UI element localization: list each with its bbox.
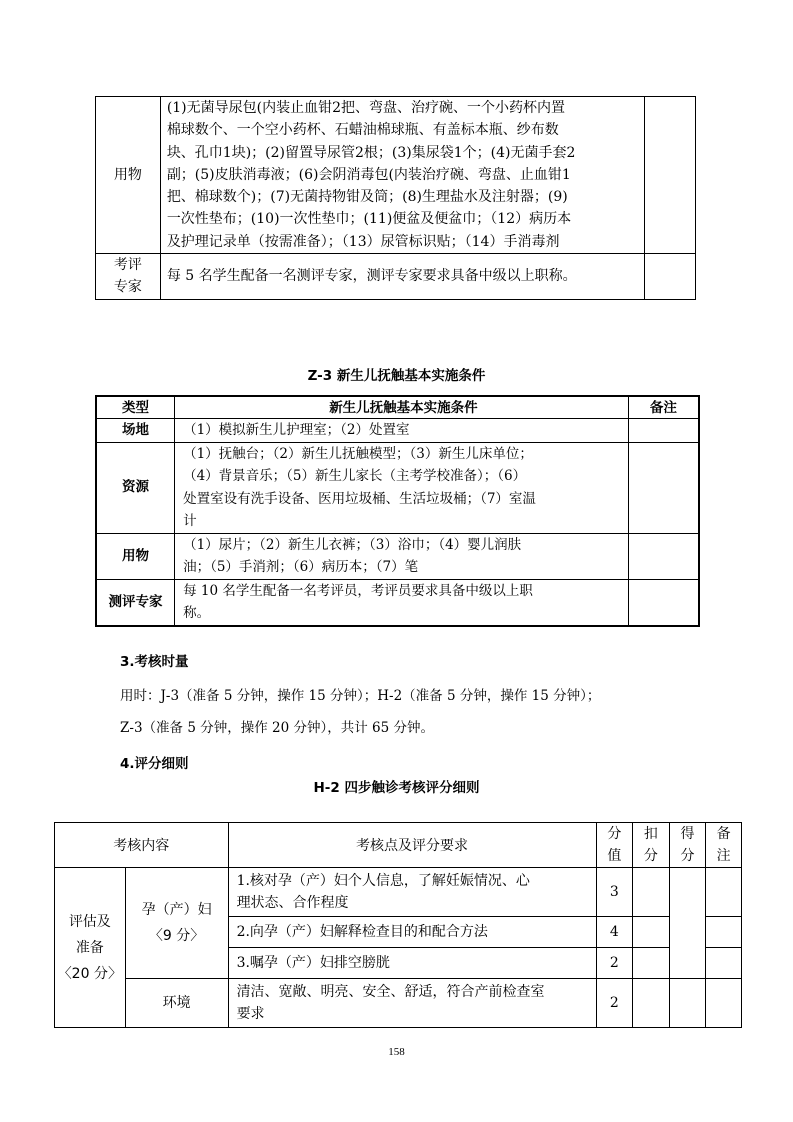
score-cell: 4 <box>596 917 633 948</box>
materials-table <box>95 96 696 300</box>
got-cell <box>669 979 706 1028</box>
deduct-cell <box>633 868 670 917</box>
header-row <box>96 396 699 419</box>
point-cell: 清洁、宽敞、明亮、安全、舒适，符合产前检查室 要求 <box>228 979 596 1028</box>
content-line: （1）尿片；（2）新生儿衣裤；（3）浴巾；（4）婴儿润肤 <box>183 536 522 553</box>
table-row <box>96 254 696 300</box>
content-cell <box>175 533 629 579</box>
content-line: 副；(5)皮肤消毒液；(6)会阴消毒包(内装治疗碗、弯盘、止血钳1 <box>166 166 571 183</box>
remark-cell <box>628 419 699 443</box>
table-row <box>96 419 699 443</box>
section-heading: 3.考核时量 <box>120 654 189 670</box>
header-got: 得 分 <box>669 823 706 868</box>
table-title: Z-3 新生儿抚触基本实施条件 <box>307 368 486 384</box>
table-row <box>96 579 699 626</box>
remark-cell <box>628 579 699 626</box>
content-line: (1)无菌导尿包(内装止血钳2把、弯盘、治疗碗、一个小药杯内置 <box>166 100 566 116</box>
point-cell: 3.嘱孕（产）妇排空膀胱 <box>228 948 596 979</box>
remark-cell <box>706 979 742 1028</box>
category-cell: 用物 <box>96 97 161 254</box>
content-line: 处置室设有洗手设备、医用垃圾桶、生活垃圾桶；（7）室温 <box>183 490 536 507</box>
remark-cell <box>706 948 742 979</box>
table-row <box>55 979 742 1028</box>
page-number: 158 <box>388 1046 405 1058</box>
header-remark: 备注 <box>628 396 699 419</box>
header-deduct: 扣 分 <box>633 823 670 868</box>
subgroup-cell: 孕（产）妇 〈9 分〉 <box>125 868 228 979</box>
content-cell <box>175 442 629 533</box>
category-cell: 测评专家 <box>96 579 175 626</box>
deduct-cell <box>633 979 670 1028</box>
conditions-table <box>95 395 700 627</box>
category-line: 考评 <box>113 257 142 274</box>
remark-cell <box>706 917 742 948</box>
content-line: （1）抚触台；（2）新生儿抚触模型；（3）新生儿床单位； <box>183 445 533 462</box>
category-cell <box>96 254 161 300</box>
content-line: 称。 <box>183 605 211 621</box>
score-cell: 3 <box>596 868 633 917</box>
table-row <box>55 868 742 917</box>
header-score: 分 值 <box>596 823 633 868</box>
category-cell: 场地 <box>96 419 175 443</box>
group-cell: 评估及 准备 〈20 分〉 <box>55 868 126 1028</box>
content-cell <box>160 97 644 254</box>
scoring-table <box>54 822 742 1028</box>
subgroup-cell: 环境 <box>125 979 228 1028</box>
content-line: （4）背景音乐；（5）新生儿家长（主考学校准备）；（6） <box>183 468 527 484</box>
content-cell: 每 5 名学生配备一名测评专家，测评专家要求具备中级以上职称。 <box>160 254 644 300</box>
score-cell: 2 <box>596 979 633 1028</box>
header-points: 考核点及评分要求 <box>228 823 596 868</box>
table-row <box>96 533 699 579</box>
section-heading: 4.评分细则 <box>120 756 189 772</box>
point-cell: 1.核对孕（产）妇个人信息，了解妊娠情况、心 理状态、合作程度 <box>228 868 596 917</box>
content-line: 一次性垫布；(10)一次性垫巾；(11)便盆及便盆巾；（12）病历本 <box>166 211 572 228</box>
deduct-cell <box>633 948 670 979</box>
table-row <box>96 442 699 533</box>
content-line: 油；（5）手消剂；（6）病历本；（7）笔 <box>183 559 419 575</box>
header-remark: 备 注 <box>706 823 742 868</box>
point-cell: 2.向孕（产）妇解释检查目的和配合方法 <box>228 917 596 948</box>
content-line: 计 <box>183 513 197 529</box>
content-cell <box>175 579 629 626</box>
header-content: 考核内容 <box>55 823 229 868</box>
table-title: H-2 四步触诊考核评分细则 <box>313 780 480 796</box>
paragraph: 用时：J-3（准备 5 分钟，操作 15 分钟）；H-2（准备 5 分钟，操作 15 分钟）； <box>120 688 601 704</box>
content-line: （1）模拟新生儿护理室；（2）处置室 <box>183 422 410 438</box>
remark-cell <box>628 442 699 533</box>
category-line: 专家 <box>113 279 142 296</box>
header-conditions: 新生儿抚触基本实施条件 <box>175 396 629 419</box>
header-type: 类型 <box>96 396 175 419</box>
category-cell: 资源 <box>96 442 175 533</box>
content-cell <box>175 419 629 443</box>
remark-cell <box>644 97 695 254</box>
header-row <box>55 823 742 868</box>
remark-cell <box>706 868 742 917</box>
remark-cell <box>628 533 699 579</box>
score-cell: 2 <box>596 948 633 979</box>
deduct-cell <box>633 917 670 948</box>
content-line: 棉球数个、一个空小药杯、石蜡油棉球瓶、有盖标本瓶、纱布数 <box>166 122 559 139</box>
got-cell <box>669 868 706 979</box>
paragraph: Z-3（准备 5 分钟，操作 20 分钟），共计 65 分钟。 <box>120 720 434 736</box>
content-line: 块、孔巾1块)；(2)留置导尿管2根；(3)集尿袋1个；(4)无菌手套2 <box>166 144 576 161</box>
category-cell: 用物 <box>96 533 175 579</box>
content-line: 把、棉球数个)；(7)无菌持物钳及筒；(8)生理盐水及注射器；(9) <box>166 189 568 206</box>
table-row <box>96 97 696 254</box>
content-line: 每 10 名学生配备一名考评员，考评员要求具备中级以上职 <box>183 582 533 599</box>
remark-cell <box>644 254 695 300</box>
content-line: 及护理记录单（按需准备）；（13）尿管标识贴；（14）手消毒剂 <box>166 233 560 250</box>
